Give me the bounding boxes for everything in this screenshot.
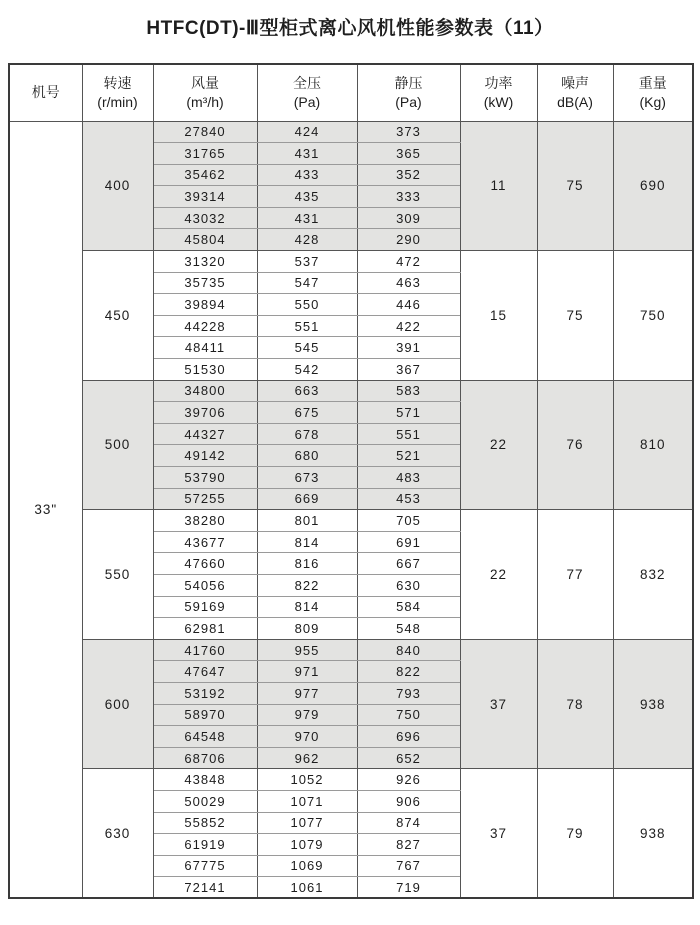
- flow-cell: 31320: [153, 251, 257, 273]
- machine-no-cell: 33": [9, 121, 82, 898]
- flow-cell: 59169: [153, 596, 257, 618]
- static-pressure-cell: 719: [357, 877, 460, 899]
- power-cell: 22: [460, 380, 537, 510]
- flow-cell: 43677: [153, 531, 257, 553]
- speed-cell: 400: [82, 121, 153, 251]
- static-pressure-cell: 822: [357, 661, 460, 683]
- total-pressure-cell: 663: [257, 380, 357, 402]
- page-title: HTFC(DT)-Ⅲ型柜式离心风机性能参数表（11）: [146, 18, 554, 39]
- flow-cell: 38280: [153, 510, 257, 532]
- static-pressure-cell: 840: [357, 639, 460, 661]
- total-pressure-cell: 669: [257, 488, 357, 510]
- static-pressure-cell: 309: [357, 207, 460, 229]
- total-pressure-cell: 1071: [257, 790, 357, 812]
- static-pressure-cell: 290: [357, 229, 460, 251]
- flow-cell: 31765: [153, 143, 257, 165]
- column-header-0: [9, 64, 82, 121]
- flow-cell: 58970: [153, 704, 257, 726]
- static-pressure-cell: 584: [357, 596, 460, 618]
- static-pressure-cell: 667: [357, 553, 460, 575]
- noise-cell: 78: [537, 639, 613, 769]
- total-pressure-cell: 809: [257, 618, 357, 640]
- column-header-7: [613, 64, 693, 121]
- weight-cell: 938: [613, 639, 693, 769]
- total-pressure-cell: 814: [257, 531, 357, 553]
- noise-cell: 75: [537, 251, 613, 381]
- total-pressure-cell: 431: [257, 143, 357, 165]
- flow-cell: 34800: [153, 380, 257, 402]
- flow-cell: 39894: [153, 294, 257, 316]
- column-header-unit: dB(A): [557, 93, 593, 110]
- column-header-unit: (m³/h): [186, 93, 224, 110]
- table-row: [9, 380, 693, 402]
- table-row: [9, 251, 693, 273]
- column-header-4: [357, 64, 460, 121]
- weight-cell: 810: [613, 380, 693, 510]
- total-pressure-cell: 673: [257, 467, 357, 489]
- total-pressure-cell: 550: [257, 294, 357, 316]
- total-pressure-cell: 433: [257, 164, 357, 186]
- total-pressure-cell: 428: [257, 229, 357, 251]
- column-header-6: [537, 64, 613, 121]
- total-pressure-cell: 955: [257, 639, 357, 661]
- noise-cell: 75: [537, 121, 613, 251]
- static-pressure-cell: 652: [357, 747, 460, 769]
- flow-cell: 62981: [153, 618, 257, 640]
- static-pressure-cell: 874: [357, 812, 460, 834]
- total-pressure-cell: 1061: [257, 877, 357, 899]
- total-pressure-cell: 675: [257, 402, 357, 424]
- noise-cell: 76: [537, 380, 613, 510]
- column-header-5: [460, 64, 537, 121]
- column-header-label: 噪声: [561, 74, 589, 91]
- flow-cell: 61919: [153, 834, 257, 856]
- static-pressure-cell: 906: [357, 790, 460, 812]
- power-cell: 37: [460, 769, 537, 899]
- total-pressure-cell: 1069: [257, 855, 357, 877]
- total-pressure-cell: 680: [257, 445, 357, 467]
- header-row: [9, 64, 693, 121]
- total-pressure-cell: 1079: [257, 834, 357, 856]
- static-pressure-cell: 750: [357, 704, 460, 726]
- total-pressure-cell: 971: [257, 661, 357, 683]
- column-header-unit: (Pa): [395, 93, 422, 110]
- static-pressure-cell: 548: [357, 618, 460, 640]
- total-pressure-cell: 551: [257, 315, 357, 337]
- static-pressure-cell: 521: [357, 445, 460, 467]
- total-pressure-cell: 435: [257, 186, 357, 208]
- static-pressure-cell: 365: [357, 143, 460, 165]
- weight-cell: 690: [613, 121, 693, 251]
- table-row: [9, 510, 693, 532]
- flow-cell: 41760: [153, 639, 257, 661]
- total-pressure-cell: 822: [257, 574, 357, 596]
- static-pressure-cell: 483: [357, 467, 460, 489]
- speed-cell: 630: [82, 769, 153, 899]
- total-pressure-cell: 977: [257, 682, 357, 704]
- flow-cell: 43032: [153, 207, 257, 229]
- fan-spec-table: [8, 63, 694, 899]
- flow-cell: 68706: [153, 747, 257, 769]
- static-pressure-cell: 453: [357, 488, 460, 510]
- speed-cell: 500: [82, 380, 153, 510]
- column-header-unit: (r/min): [97, 93, 138, 110]
- total-pressure-cell: 431: [257, 207, 357, 229]
- static-pressure-cell: 551: [357, 423, 460, 445]
- column-header-label: 重量: [638, 74, 667, 91]
- static-pressure-cell: 926: [357, 769, 460, 791]
- total-pressure-cell: 814: [257, 596, 357, 618]
- noise-cell: 77: [537, 510, 613, 640]
- total-pressure-cell: 678: [257, 423, 357, 445]
- table-header: [9, 64, 693, 121]
- static-pressure-cell: 705: [357, 510, 460, 532]
- column-header-2: [153, 64, 257, 121]
- column-header-label: 功率: [484, 74, 513, 91]
- total-pressure-cell: 537: [257, 251, 357, 273]
- table-body: [9, 121, 693, 898]
- column-header-label: 风量: [191, 74, 219, 91]
- table-row: [9, 121, 693, 143]
- flow-cell: 45804: [153, 229, 257, 251]
- speed-cell: 550: [82, 510, 153, 640]
- column-header-1: [82, 64, 153, 121]
- column-header-unit: (Kg): [639, 93, 666, 110]
- flow-cell: 53790: [153, 467, 257, 489]
- static-pressure-cell: 571: [357, 402, 460, 424]
- flow-cell: 51530: [153, 359, 257, 381]
- flow-cell: 39314: [153, 186, 257, 208]
- flow-cell: 64548: [153, 726, 257, 748]
- static-pressure-cell: 352: [357, 164, 460, 186]
- total-pressure-cell: 424: [257, 121, 357, 143]
- column-header-unit: (Pa): [293, 93, 321, 110]
- static-pressure-cell: 333: [357, 186, 460, 208]
- static-pressure-cell: 767: [357, 855, 460, 877]
- total-pressure-cell: 970: [257, 726, 357, 748]
- speed-cell: 600: [82, 639, 153, 769]
- column-header-label: 机号: [31, 84, 60, 101]
- flow-cell: 43848: [153, 769, 257, 791]
- flow-cell: 47660: [153, 553, 257, 575]
- column-header-label: 静压: [394, 74, 423, 91]
- flow-cell: 54056: [153, 574, 257, 596]
- power-cell: 22: [460, 510, 537, 640]
- static-pressure-cell: 422: [357, 315, 460, 337]
- static-pressure-cell: 827: [357, 834, 460, 856]
- flow-cell: 57255: [153, 488, 257, 510]
- flow-cell: 39706: [153, 402, 257, 424]
- weight-cell: 750: [613, 251, 693, 381]
- flow-cell: 35462: [153, 164, 257, 186]
- power-cell: 15: [460, 251, 537, 381]
- table-row: [9, 639, 693, 661]
- total-pressure-cell: 542: [257, 359, 357, 381]
- speed-cell: 450: [82, 251, 153, 381]
- flow-cell: 35735: [153, 272, 257, 294]
- flow-cell: 72141: [153, 877, 257, 899]
- total-pressure-cell: 1077: [257, 812, 357, 834]
- static-pressure-cell: 367: [357, 359, 460, 381]
- flow-cell: 27840: [153, 121, 257, 143]
- total-pressure-cell: 547: [257, 272, 357, 294]
- flow-cell: 55852: [153, 812, 257, 834]
- column-header-3: [257, 64, 357, 121]
- weight-cell: 832: [613, 510, 693, 640]
- noise-cell: 79: [537, 769, 613, 899]
- static-pressure-cell: 463: [357, 272, 460, 294]
- total-pressure-cell: 962: [257, 747, 357, 769]
- column-header-unit: (kW): [483, 93, 514, 110]
- static-pressure-cell: 583: [357, 380, 460, 402]
- page: [0, 13, 700, 899]
- flow-cell: 53192: [153, 682, 257, 704]
- flow-cell: 48411: [153, 337, 257, 359]
- flow-cell: 50029: [153, 790, 257, 812]
- total-pressure-cell: 801: [257, 510, 357, 532]
- power-cell: 37: [460, 639, 537, 769]
- total-pressure-cell: 979: [257, 704, 357, 726]
- static-pressure-cell: 472: [357, 251, 460, 273]
- flow-cell: 67775: [153, 855, 257, 877]
- static-pressure-cell: 446: [357, 294, 460, 316]
- static-pressure-cell: 696: [357, 726, 460, 748]
- weight-cell: 938: [613, 769, 693, 899]
- table-row: [9, 769, 693, 791]
- flow-cell: 44327: [153, 423, 257, 445]
- flow-cell: 44228: [153, 315, 257, 337]
- total-pressure-cell: 816: [257, 553, 357, 575]
- total-pressure-cell: 545: [257, 337, 357, 359]
- column-header-label: 转速: [103, 74, 132, 91]
- power-cell: 11: [460, 121, 537, 251]
- flow-cell: 49142: [153, 445, 257, 467]
- static-pressure-cell: 793: [357, 682, 460, 704]
- total-pressure-cell: 1052: [257, 769, 357, 791]
- column-header-label: 全压: [293, 74, 321, 91]
- static-pressure-cell: 691: [357, 531, 460, 553]
- static-pressure-cell: 630: [357, 574, 460, 596]
- static-pressure-cell: 391: [357, 337, 460, 359]
- flow-cell: 47647: [153, 661, 257, 683]
- static-pressure-cell: 373: [357, 121, 460, 143]
